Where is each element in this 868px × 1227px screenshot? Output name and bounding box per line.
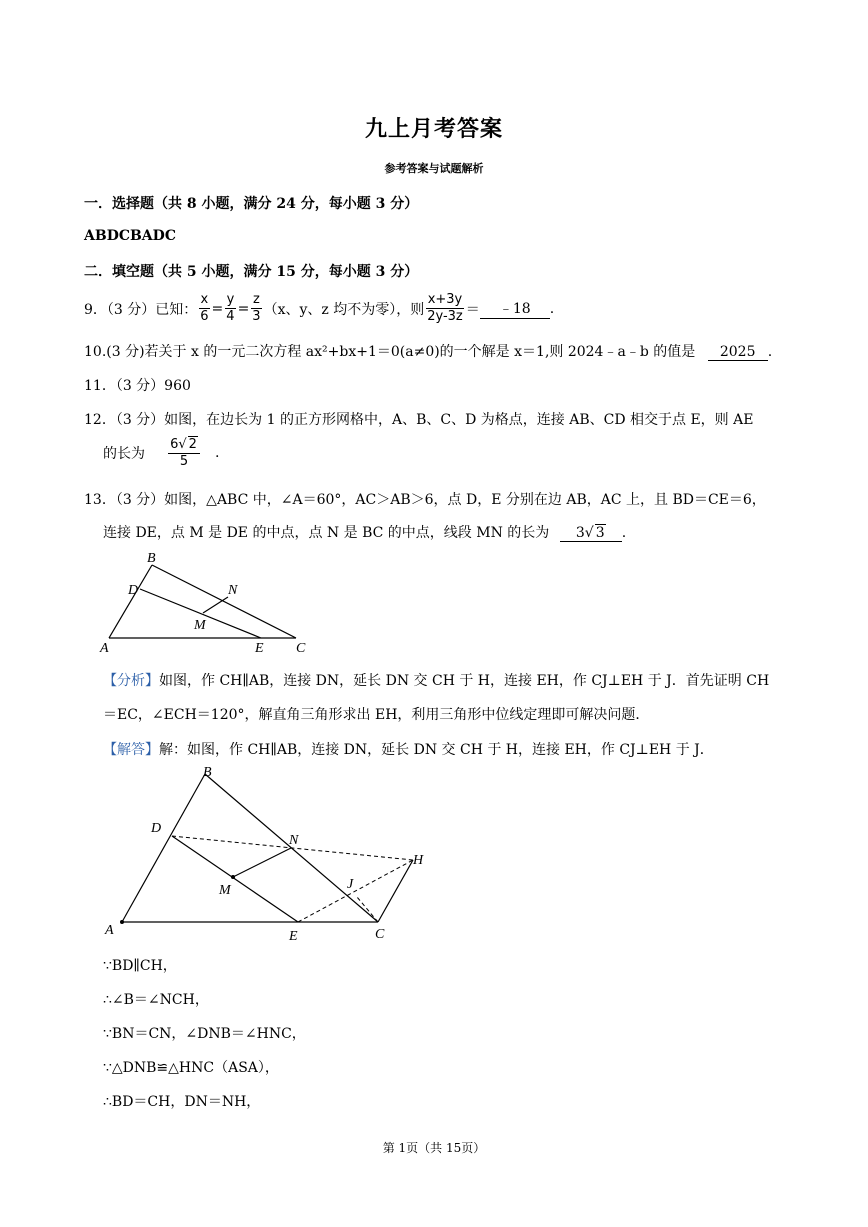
q9-fraction-y: $\frac{y}{4}$ <box>226 292 235 324</box>
question-13-line1: 13．（3 分）如图，△ABC 中，∠A＝60°，AC＞AB＞6，点 D，E 分别在边 AB，AC 上，且 BD＝CE＝6， <box>84 492 766 508</box>
fig1-label-a: A <box>100 641 109 656</box>
proof-line-1: ∵BD∥CH， <box>103 958 177 974</box>
q9-fraction-x: $\frac{x}{6}$ <box>200 292 209 324</box>
section-heading-fill: 二．填空题（共 5 小题，满分 15 分，每小题 3 分） <box>84 264 419 280</box>
fig2-label-a: A <box>105 923 114 938</box>
fig2-label-d: D <box>151 821 162 836</box>
q9-condition: （x、y、z 均不为零），则 <box>263 301 425 318</box>
q12-answer: $\frac{6√ 2}{5}$ <box>153 436 215 470</box>
q10-text: 10.(3 分)若关于 x 的一元二次方程 ax²+bx+1＝0(a≠0)的一个解是 x＝1,则 2024﹣a﹣b 的值是 <box>84 344 696 360</box>
solution-tag: 【解答】 <box>103 742 159 758</box>
fig2-label-c: C <box>375 927 385 942</box>
fig1-label-n: N <box>228 583 238 598</box>
page-subtitle: 参考答案与试题解析 <box>384 162 484 175</box>
fig2-label-j: J <box>347 877 354 892</box>
q9-fraction-z: $\frac{z}{3}$ <box>252 292 261 324</box>
q10-answer: 2025 <box>708 344 768 361</box>
proof-line-2: ∴∠B＝∠NCH， <box>103 992 209 1008</box>
fig1-label-c: C <box>296 641 306 656</box>
question-9: 9．（3 分）已知： $\frac{x}{6}$ = $\frac{y}{4}$ = $\frac{z}{3}$ （x、y、z 均不为零），则 $\frac{x+3y}{2y-3z}$ ＝ ﹣18 . <box>84 292 555 324</box>
proof-line-3: ∵BN＝CN，∠DNB＝∠HNC， <box>103 1026 306 1042</box>
question-12-line2: 的长为 $\frac{6√ 2}{5}$ . <box>103 437 220 469</box>
fig2-label-b: B <box>203 765 212 780</box>
analysis-line2: ＝EC，∠ECH＝120°，解直角三角形求出 EH，利用三角形中位线定理即可解决问题． <box>103 707 650 723</box>
q9-fraction-expression: $\frac{x+3y}{2y-3z}$ <box>427 292 463 324</box>
analysis-line1: 【分析】如图，作 CH∥AB，连接 DN，延长 DN 交 CH 于 H，连接 EH，作 CJ⊥EH 于 J．首先证明 CH <box>103 673 770 689</box>
fig1-label-b: B <box>147 551 156 566</box>
solution-line1: 【解答】解：如图，作 CH∥AB，连接 DN，延长 DN 交 CH 于 H，连接 EH，作 CJ⊥EH 于 J． <box>103 742 714 758</box>
question-13-line2: 连接 DE，点 M 是 DE 的中点，点 N 是 BC 的中点，线段 MN 的长为 3√ 3 . <box>103 525 627 541</box>
q9-prefix: 9．（3 分）已知： <box>84 301 198 318</box>
q13-answer: 3√ 3 <box>560 524 622 542</box>
question-12-line1: 12．（3 分）如图，在边长为 1 的正方形网格中，A、B、C、D 为格点，连接 AB、CD 相交于点 E，则 AE <box>84 412 754 428</box>
fig1-label-d: D <box>128 583 139 598</box>
proof-line-4: ∵△DNB≌△HNC（ASA）， <box>103 1060 279 1076</box>
fig2-label-n: N <box>289 833 299 848</box>
page-title: 九上月考答案 <box>364 116 503 142</box>
triangle-figure-1 <box>95 550 325 660</box>
page-footer: 第 1页（共 15页） <box>382 1141 486 1155</box>
fig2-label-h: H <box>413 853 424 868</box>
question-10: 10.(3 分)若关于 x 的一元二次方程 ax²+bx+1＝0(a≠0)的一个解是 x＝1,则 2024﹣a﹣b 的值是 2025 . <box>84 344 773 360</box>
question-11: 11．（3 分）960 <box>84 378 191 394</box>
fig2-label-m: M <box>219 883 231 898</box>
proof-line-5: ∴BD＝CH，DN＝NH， <box>103 1094 261 1110</box>
fig2-label-e: E <box>289 929 298 944</box>
fig1-label-m: M <box>194 618 206 633</box>
choice-answers: ABDCBADC <box>84 228 176 244</box>
analysis-tag: 【分析】 <box>103 673 159 689</box>
fig1-label-e: E <box>255 641 264 656</box>
q9-answer: ﹣18 <box>480 298 550 319</box>
triangle-figure-2 <box>95 760 435 945</box>
section-heading-choice: 一．选择题（共 8 小题，满分 24 分，每小题 3 分） <box>84 196 419 212</box>
